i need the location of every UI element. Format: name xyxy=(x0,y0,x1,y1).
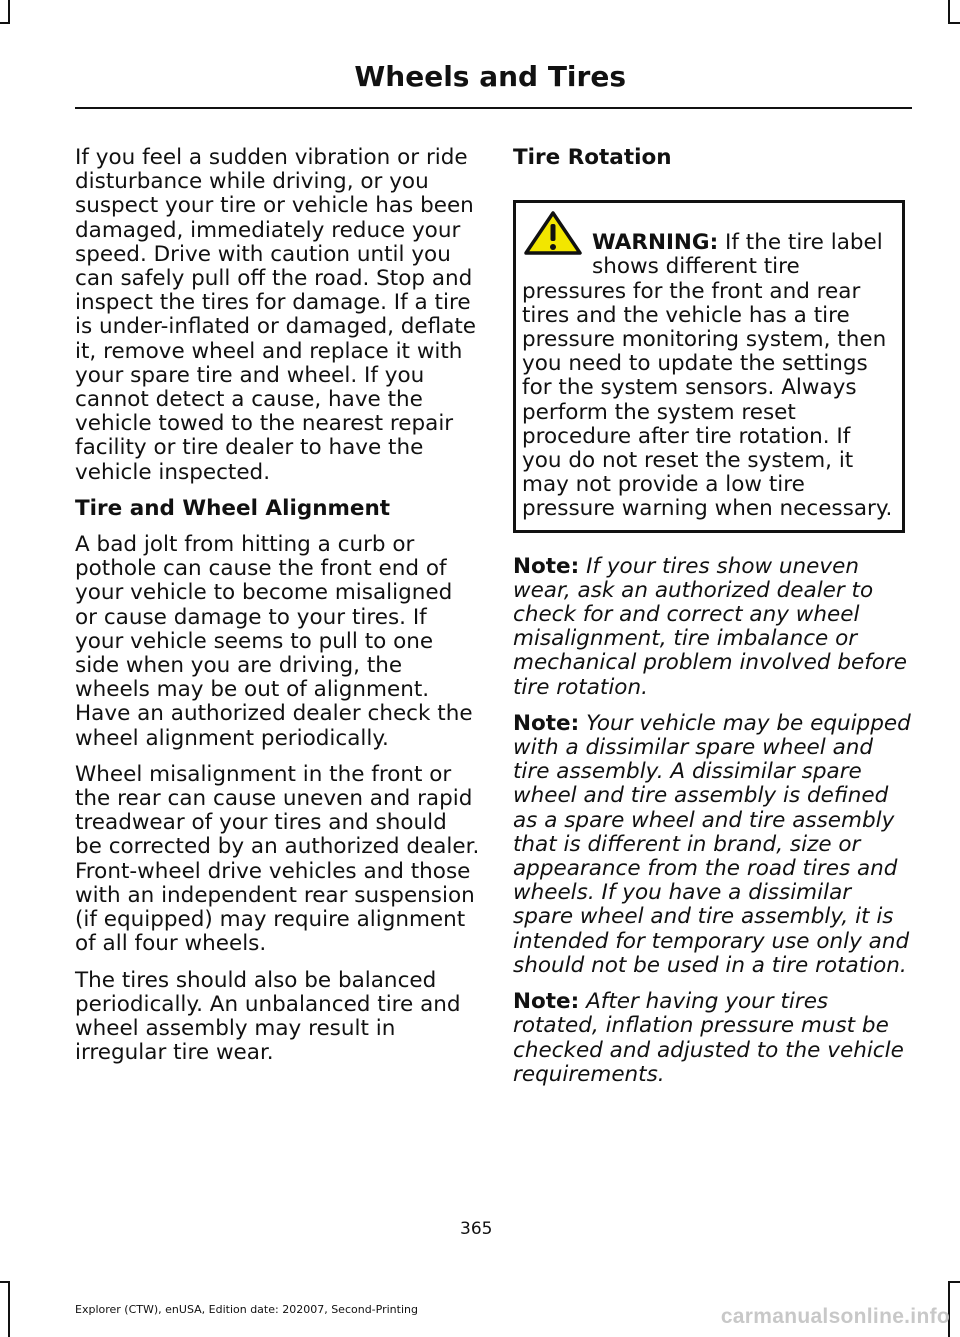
warning-label: WARNING: xyxy=(592,230,719,256)
crop-mark-top-left-h xyxy=(0,22,10,24)
crop-mark-top-right-v xyxy=(948,0,950,24)
note-inflation-pressure xyxy=(513,990,911,1087)
page-number: 365 xyxy=(460,1219,493,1239)
warning-text: If the tire label shows different tire pressures for the front and rear tires and the vehicle has a tire pressure monitoring system, then you need to update the settings for the system sensors. Always perform the system reset procedure after tire rotation. If you do not reset the system, it may not provide a low tire pressure warning when necessary. xyxy=(522,230,893,522)
crop-mark-bottom-right-h xyxy=(948,1281,960,1283)
left-column xyxy=(75,146,480,1077)
crop-mark-top-right-h xyxy=(948,22,960,24)
paragraph-balanced: The tires should also be balanced periodically. An unbalanced tire and wheel assembly may result in irregular tire wear. xyxy=(75,967,461,1066)
heading-tire-wheel-alignment: Tire and Wheel Alignment xyxy=(75,495,391,521)
note-label: Note: xyxy=(513,989,580,1015)
note-uneven-wear xyxy=(513,555,911,700)
right-column xyxy=(513,146,911,1099)
note-label: Note: xyxy=(513,710,580,736)
note-text: After having your tires rotated, inflation pressure must be checked and adjusted to the vehicle requirements. xyxy=(513,989,904,1087)
paragraph-bad-jolt: A bad jolt from hitting a curb or pothole can cause the front end of your vehicle to become misaligned or cause damage to your tires. If your vehicle seems to pull to one side when you are driving, the wheels may be out of alignment. Have an authorized dealer check the wheel alignment periodically. xyxy=(75,532,473,751)
crop-mark-bottom-left-v xyxy=(8,1281,10,1337)
note-text: If your tires show uneven wear, ask an authorized dealer to check for and correct any wheel misalignment, tire imbalance or mechanical problem involved before tire rotation. xyxy=(513,553,908,700)
note-text: Your vehicle may be equipped with a dissimilar spare wheel and tire assembly. A dissimilar spare wheel and tire assembly is defined as a spare wheel and tire assembly that is different in brand, size or appearance from the road tires and wheels. If you have a dissimilar spare wheel and tire assembly, it is intended for temporary use only and should not be used in a tire rotation. xyxy=(513,710,911,978)
watermark: carmanualsonline.info xyxy=(720,1305,950,1328)
note-label: Note: xyxy=(513,553,580,579)
crop-mark-top-left-v xyxy=(8,0,10,24)
warning-box xyxy=(513,200,905,532)
page-title: Wheels and Tires xyxy=(354,60,626,93)
warning-triangle-icon xyxy=(522,209,584,257)
crop-mark-bottom-left-h xyxy=(0,1281,10,1283)
note-dissimilar-spare xyxy=(513,712,911,978)
page-header xyxy=(70,60,912,93)
warning-content xyxy=(522,231,894,521)
header-divider xyxy=(75,107,912,109)
footer-edition-info: Explorer (CTW), enUSA, Edition date: 202007, Second-Printing xyxy=(75,1303,418,1316)
paragraph-vibration: If you feel a sudden vibration or ride disturbance while driving, or you suspect your tire or vehicle has been damaged, immediately reduce your speed. Drive with caution until you can safely pull off the road. Stop and inspect the tires for damage. If a tire is under-inflated or damaged, deflate it, remove wheel and replace it with your spare tire and wheel. If you cannot detect a cause, have the vehicle towed to the nearest repair facility or tire dealer to have the vehicle inspected. xyxy=(75,145,477,485)
paragraph-misalignment: Wheel misalignment in the front or the rear can cause uneven and rapid treadwear of your tires and should be corrected by an authorized dealer. Front-wheel drive vehicles and those with an independent rear suspension (if equipped) may require alignment of all four wheels. xyxy=(75,761,480,957)
heading-tire-rotation: Tire Rotation xyxy=(513,145,672,170)
